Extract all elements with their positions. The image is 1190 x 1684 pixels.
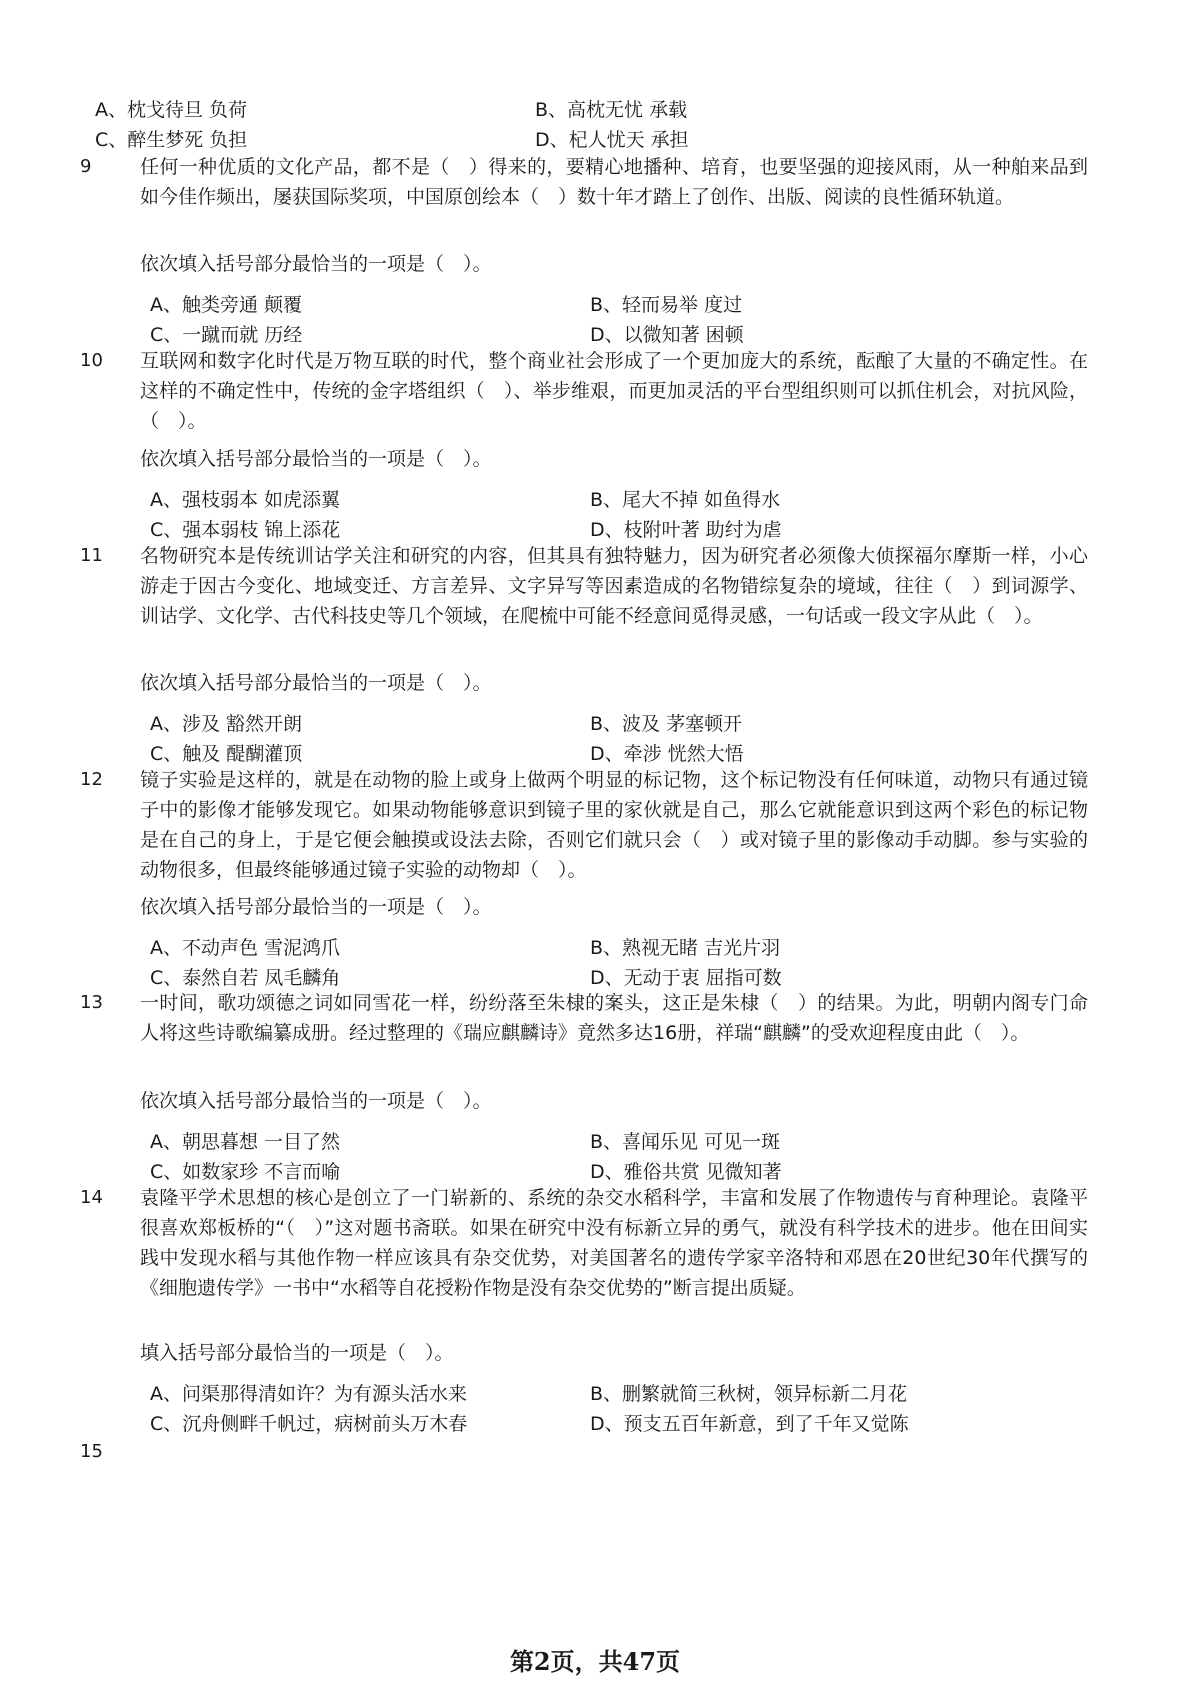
question-number: 11 [80, 545, 103, 566]
option-a: A、强枝弱本 如虎添翼 [150, 489, 341, 511]
option-b: B、轻而易举 度过 [590, 294, 743, 316]
question-options [0, 1379, 1190, 1439]
option-c: C、触及 醍醐灌顶 [150, 743, 303, 765]
question-prompt: 依次填入括号部分最恰当的一项是（ ）。 [140, 253, 492, 275]
option-d: D、牵涉 恍然大悟 [590, 743, 744, 765]
question-prompt: 依次填入括号部分最恰当的一项是（ ）。 [140, 896, 492, 918]
option-d: D、以微知著 困顿 [590, 324, 744, 346]
option-b: B、熟视无睹 吉光片羽 [590, 937, 781, 959]
option-row [0, 95, 1190, 125]
option-c: C、醉生梦死 负担 [95, 129, 248, 151]
option-row [0, 1127, 1190, 1157]
option-row [0, 125, 1190, 155]
question-options [0, 485, 1190, 545]
option-a: A、枕戈待旦 负荷 [95, 99, 248, 121]
question-stem: 一时间，歌功颂德之词如同雪花一样，纷纷落至朱棣的案头，这正是朱棣（ ）的结果。为此，明朝内阁专门命人将这些诗歌编纂成册。经过整理的《瑞应麒麟诗》竟然多达16册，祥瑞“麒麟”的受欢迎程度由此（ ）。 [140, 992, 1088, 1044]
question-number: 12 [80, 769, 103, 790]
question-stem: 互联网和数字化时代是万物互联的时代，整个商业社会形成了一个更加庞大的系统，酝酿了大量的不确定性。在这样的不确定性中，传统的金字塔组织（ ）、举步维艰，而更加灵活的平台型组织则可以抓住机会，对抗风险，（ ）。 [140, 350, 1088, 432]
option-row [0, 1379, 1190, 1409]
option-a: A、涉及 豁然开朗 [150, 713, 303, 735]
question-number: 13 [80, 992, 103, 1013]
option-row [0, 1409, 1190, 1439]
page-footer: 第2页，共47页 [509, 1647, 681, 1676]
question-stem: 袁隆平学术思想的核心是创立了一门崭新的、系统的杂交水稻科学，丰富和发展了作物遗传与育种理论。袁隆平很喜欢郑板桥的“（ ）”这对题书斋联。如果在研究中没有标新立异的勇气，就没有科学技术的进步。他在田间实践中发现水稻与其他作物一样应该具有杂交优势，对美国著名的遗传学家辛洛特和邓恩在20世纪30年代撰写的《细胞遗传学》一书中“水稻等自花授粉作物是没有杂交优势的”断言提出质疑。 [140, 1187, 1088, 1299]
option-a: A、触类旁通 颠覆 [150, 294, 303, 316]
option-c: C、泰然自若 凤毛麟角 [150, 967, 341, 989]
question-options [0, 933, 1190, 993]
question-8-options [0, 95, 1190, 155]
question-stem: 名物研究本是传统训诂学关注和研究的内容，但其具有独特魅力，因为研究者必须像大侦探福尔摩斯一样，小心游走于因古今变化、地域变迁、方言差异、文字异写等因素造成的名物错综复杂的境域，往往（ ）到词源学、训诂学、文化学、古代科技史等几个领域，在爬梳中可能不经意间觅得灵感，一句话或一段文字从此（ ）。 [140, 545, 1088, 627]
option-b: B、高枕无忧 承载 [535, 99, 688, 121]
question-options [0, 709, 1190, 769]
option-d: D、枝附叶著 助纣为虐 [590, 519, 782, 541]
question-stem: 任何一种优质的文化产品，都不是（ ）得来的，要精心地播种、培育，也要坚强的迎接风雨，从一种舶来品到如今佳作频出，屡获国际奖项，中国原创绘本（ ）数十年才踏上了创作、出版、阅读的良性循环轨道。 [140, 156, 1088, 208]
option-a: A、不动声色 雪泥鸿爪 [150, 937, 341, 959]
question-number: 14 [80, 1187, 103, 1208]
option-row [0, 933, 1190, 963]
question-prompt: 依次填入括号部分最恰当的一项是（ ）。 [140, 672, 492, 694]
question-options [0, 1127, 1190, 1187]
option-b: B、波及 茅塞顿开 [590, 713, 743, 735]
option-row [0, 485, 1190, 515]
question-prompt: 填入括号部分最恰当的一项是（ ）。 [140, 1342, 454, 1364]
option-a: A、问渠那得清如许？为有源头活水来 [150, 1383, 467, 1405]
option-c: C、如数家珍 不言而喻 [150, 1161, 341, 1183]
option-d: D、无动于衷 屈指可数 [590, 967, 782, 989]
option-c: C、沉舟侧畔千帆过，病树前头万木春 [150, 1413, 468, 1435]
option-row [0, 709, 1190, 739]
option-b: B、删繁就简三秋树，领异标新二月花 [590, 1383, 908, 1405]
option-d: D、雅俗共赏 见微知著 [590, 1161, 782, 1183]
option-c: C、强本弱枝 锦上添花 [150, 519, 341, 541]
question-options [0, 290, 1190, 350]
question-number: 10 [80, 350, 103, 371]
option-d: D、预支五百年新意，到了千年又觉陈 [590, 1413, 909, 1435]
question-prompt: 依次填入括号部分最恰当的一项是（ ）。 [140, 448, 492, 470]
option-c: C、一蹴而就 历经 [150, 324, 303, 346]
question-number: 15 [80, 1441, 103, 1462]
question-number: 9 [80, 156, 92, 177]
option-d: D、杞人忧天 承担 [535, 129, 689, 151]
question-stem: 镜子实验是这样的，就是在动物的脸上或身上做两个明显的标记物，这个标记物没有任何味道，动物只有通过镜子中的影像才能够发现它。如果动物能够意识到镜子里的家伙就是自己，那么它就能意识到这两个彩色的标记物是在自己的身上，于是它便会触摸或设法去除，否则它们就只会（ ）或对镜子里的影像动手动脚。参与实验的动物很多，但最终能够通过镜子实验的动物却（ ）。 [140, 769, 1088, 881]
question-prompt: 依次填入括号部分最恰当的一项是（ ）。 [140, 1090, 492, 1112]
option-b: B、尾大不掉 如鱼得水 [590, 489, 781, 511]
option-b: B、喜闻乐见 可见一斑 [590, 1131, 781, 1153]
option-row [0, 290, 1190, 320]
option-a: A、朝思暮想 一目了然 [150, 1131, 341, 1153]
